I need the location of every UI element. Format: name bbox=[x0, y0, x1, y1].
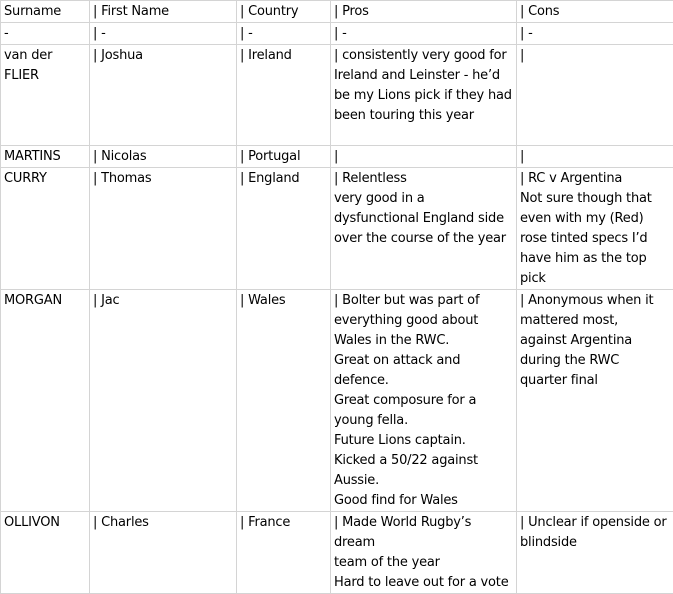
first-name-cell[interactable]: | Jac bbox=[90, 290, 237, 512]
table-row bbox=[1, 45, 673, 146]
country-cell[interactable]: | Wales bbox=[237, 290, 331, 512]
header-cell-surname[interactable]: Surname bbox=[1, 1, 90, 23]
header-cell-cons[interactable]: | Cons bbox=[517, 1, 673, 23]
separator-cell[interactable]: - bbox=[1, 23, 90, 45]
cons-cell[interactable]: | Unclear if openside or blindside bbox=[517, 512, 673, 594]
country-cell[interactable]: | Ireland bbox=[237, 45, 331, 146]
first-name-cell[interactable]: | Charles bbox=[90, 512, 237, 594]
header-row bbox=[1, 1, 673, 23]
table-row bbox=[1, 512, 673, 594]
separator-cell[interactable]: | - bbox=[237, 23, 331, 45]
table-row bbox=[1, 290, 673, 512]
separator-row bbox=[1, 23, 673, 45]
header-cell-pros[interactable]: | Pros bbox=[331, 1, 517, 23]
first-name-cell[interactable]: | Joshua bbox=[90, 45, 237, 146]
country-cell[interactable]: | England bbox=[237, 168, 331, 290]
cons-cell[interactable]: | bbox=[517, 146, 673, 168]
cons-cell[interactable]: | Anonymous when it mattered most, against Argentina during the RWC quarter final bbox=[517, 290, 673, 512]
pros-cell[interactable]: | Bolter but was part of everything good about Wales in the RWC. Great on attack and defence. Great composure for a young fella. Future Lions captain. Kicked a 50/22 against Aussie. Good find for Wales bbox=[331, 290, 517, 512]
pros-cell[interactable]: | Relentless very good in a dysfunctional England side over the course of the year bbox=[331, 168, 517, 290]
pros-cell[interactable]: | Made World Rugby’s dream team of the year Hard to leave out for a vote bbox=[331, 512, 517, 594]
pros-cell[interactable]: | bbox=[331, 146, 517, 168]
country-cell[interactable]: | France bbox=[237, 512, 331, 594]
header-cell-country[interactable]: | Country bbox=[237, 1, 331, 23]
header-cell-first-name[interactable]: | First Name bbox=[90, 1, 237, 23]
pros-cell[interactable]: | consistently very good for Ireland and Leinster - he’d be my Lions pick if they had been touring this year bbox=[331, 45, 517, 146]
table-row bbox=[1, 146, 673, 168]
surname-cell[interactable]: CURRY bbox=[1, 168, 90, 290]
surname-cell[interactable]: van der FLIER bbox=[1, 45, 90, 146]
separator-cell[interactable]: | - bbox=[331, 23, 517, 45]
separator-cell[interactable]: | - bbox=[90, 23, 237, 45]
table-row bbox=[1, 168, 673, 290]
first-name-cell[interactable]: | Nicolas bbox=[90, 146, 237, 168]
cons-cell[interactable]: | RC v Argentina Not sure though that even with my (Red) rose tinted specs I’d have him as the top pick bbox=[517, 168, 673, 290]
surname-cell[interactable]: MARTINS bbox=[1, 146, 90, 168]
first-name-cell[interactable]: | Thomas bbox=[90, 168, 237, 290]
country-cell[interactable]: | Portugal bbox=[237, 146, 331, 168]
cons-cell[interactable]: | bbox=[517, 45, 673, 146]
surname-cell[interactable]: MORGAN bbox=[1, 290, 90, 512]
surname-cell[interactable]: OLLIVON bbox=[1, 512, 90, 594]
separator-cell[interactable]: | - bbox=[517, 23, 673, 45]
